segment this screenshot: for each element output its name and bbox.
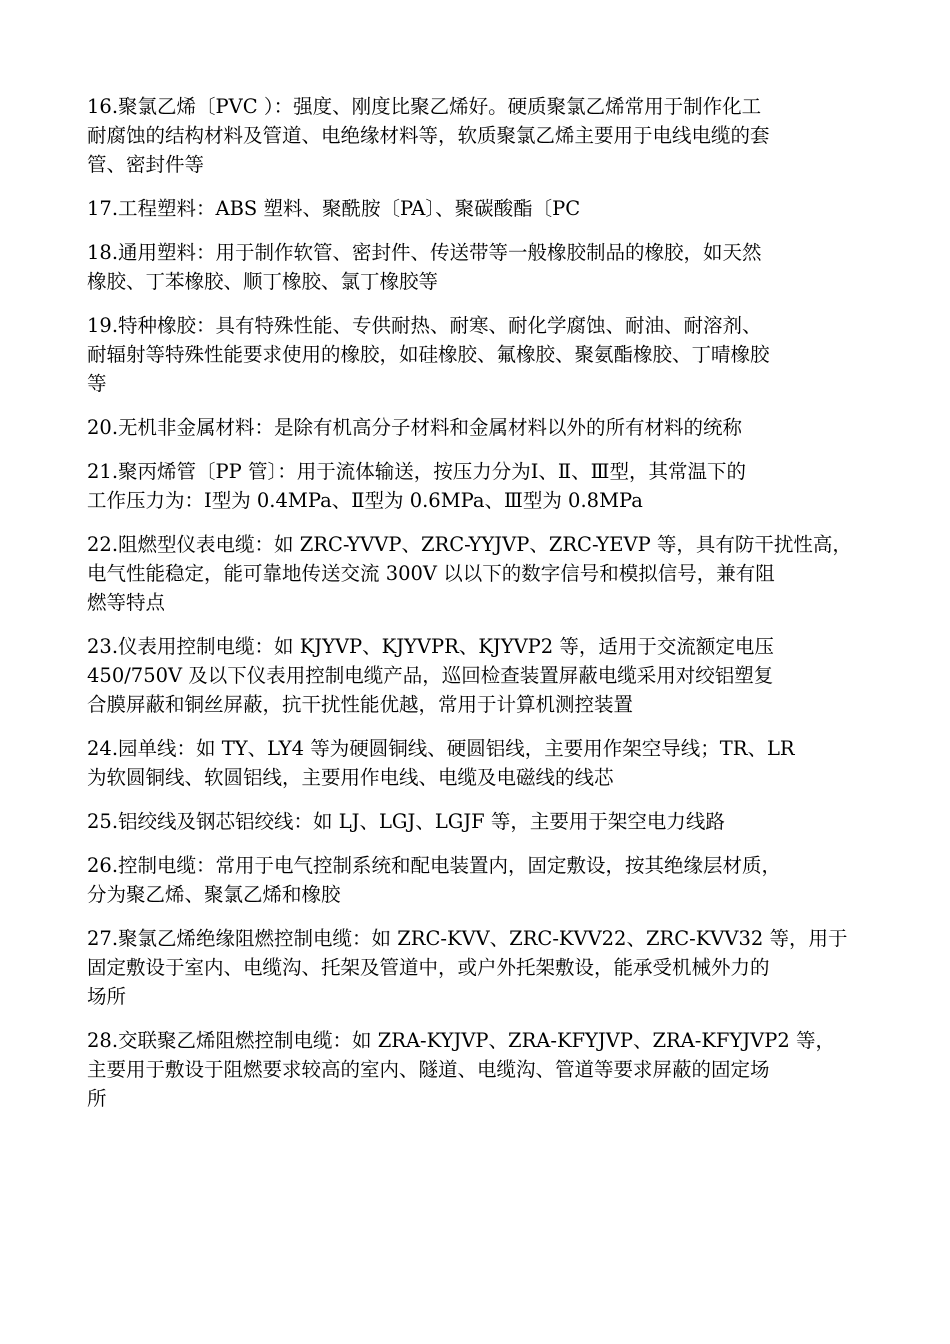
paragraph-line: 27.聚氯乙烯绝缘阻燃控制电缆：如 ZRC-KVV、ZRC-KVV22、ZRC-KVV32 等，用于 bbox=[87, 927, 848, 950]
paragraph-item-25 bbox=[87, 807, 877, 836]
paragraph-item-22 bbox=[87, 530, 877, 617]
paragraph-line: 25.铝绞线及钢芯铝绞线：如 LJ、LGJ、LGJF 等，主要用于架空电力线路 bbox=[87, 810, 725, 833]
paragraph-line: 20.无机非金属材料：是除有机高分子材料和金属材料以外的所有材料的统称 bbox=[87, 416, 743, 439]
paragraph-item-16 bbox=[87, 92, 877, 179]
paragraph-line: 21.聚丙烯管〔PP 管〕：用于流体输送，按压力分为Ⅰ、Ⅱ、Ⅲ型，其常温下的 bbox=[87, 460, 746, 483]
paragraph-line: 合膜屏蔽和铜丝屏蔽，抗干扰性能优越，常用于计算机测控装置 bbox=[87, 693, 634, 716]
paragraph-item-24 bbox=[87, 734, 877, 792]
paragraph-line: 17.工程塑料：ABS 塑料、聚酰胺〔PA〕、聚碳酸酯〔PC bbox=[87, 197, 581, 220]
paragraph-item-28 bbox=[87, 1026, 877, 1113]
paragraph-line: 主要用于敷设于阻燃要求较高的室内、隧道、电缆沟、管道等要求屏蔽的固定场 bbox=[87, 1058, 770, 1081]
paragraph-line: 管、密封件等 bbox=[87, 153, 205, 176]
paragraph-item-27 bbox=[87, 924, 877, 1011]
paragraph-line: 18.通用塑料：用于制作软管、密封件、传送带等一般橡胶制品的橡胶，如天然 bbox=[87, 241, 762, 264]
paragraph-item-23 bbox=[87, 632, 877, 719]
paragraph-item-18 bbox=[87, 238, 877, 296]
paragraph-line: 16.聚氯乙烯〔PVC ）：强度、刚度比聚乙烯好。硬质聚氯乙烯常用于制作化工 bbox=[87, 95, 762, 118]
paragraph-line: 28.交联聚乙烯阻燃控制电缆：如 ZRA-KYJVP、ZRA-KFYJVP、ZRA-KFYJVP2 等， bbox=[87, 1029, 835, 1052]
paragraph-line: 耐腐蚀的结构材料及管道、电绝缘材料等，软质聚氯乙烯主要用于电线电缆的套 bbox=[87, 124, 770, 147]
paragraph-line: 等 bbox=[87, 372, 107, 395]
paragraph-line: 场所 bbox=[87, 985, 127, 1008]
paragraph-item-26 bbox=[87, 851, 877, 909]
paragraph-line: 橡胶、丁苯橡胶、顺丁橡胶、氯丁橡胶等 bbox=[87, 270, 439, 293]
document-body bbox=[87, 92, 877, 1128]
paragraph-line: 工作压力为：Ⅰ型为 0.4MPa、Ⅱ型为 0.6MPa、Ⅲ型为 0.8MPa bbox=[87, 489, 643, 512]
paragraph-line: 耐辐射等特殊性能要求使用的橡胶，如硅橡胶、氟橡胶、聚氨酯橡胶、丁晴橡胶 bbox=[87, 343, 770, 366]
paragraph-line: 22.阻燃型仪表电缆：如 ZRC-YVVP、ZRC-YYJVP、ZRC-YEVP 等，具有防干扰性高， bbox=[87, 533, 852, 556]
paragraph-line: 26.控制电缆：常用于电气控制系统和配电装置内，固定敷设，按其绝缘层材质， bbox=[87, 854, 782, 877]
paragraph-line: 450/750V 及以下仪表用控制电缆产品，巡回检查装置屏蔽电缆采用对绞铝塑复 bbox=[87, 664, 774, 687]
paragraph-line: 19.特种橡胶：具有特殊性能、专供耐热、耐寒、耐化学腐蚀、耐油、耐溶剂、 bbox=[87, 314, 762, 337]
paragraph-line: 24.园单线：如 TY、LY4 等为硬圆铜线、硬圆铝线，主要用作架空导线；TR、LR bbox=[87, 737, 795, 760]
paragraph-line: 分为聚乙烯、聚氯乙烯和橡胶 bbox=[87, 883, 341, 906]
paragraph-item-19 bbox=[87, 311, 877, 398]
paragraph-line: 所 bbox=[87, 1087, 107, 1110]
paragraph-item-21 bbox=[87, 457, 877, 515]
paragraph-line: 电气性能稳定，能可靠地传送交流 300V 以以下的数字信号和模拟信号，兼有阻 bbox=[87, 562, 775, 585]
paragraph-line: 23.仪表用控制电缆：如 KJYVP、KJYVPR、KJYVP2 等，适用于交流额定电压 bbox=[87, 635, 774, 658]
paragraph-item-17 bbox=[87, 194, 877, 223]
paragraph-line: 燃等特点 bbox=[87, 591, 166, 614]
paragraph-line: 为软圆铜线、软圆铝线，主要用作电线、电缆及电磁线的线芯 bbox=[87, 766, 614, 789]
paragraph-item-20 bbox=[87, 413, 877, 442]
paragraph-line: 固定敷设于室内、电缆沟、托架及管道中，或户外托架敷设，能承受机械外力的 bbox=[87, 956, 770, 979]
